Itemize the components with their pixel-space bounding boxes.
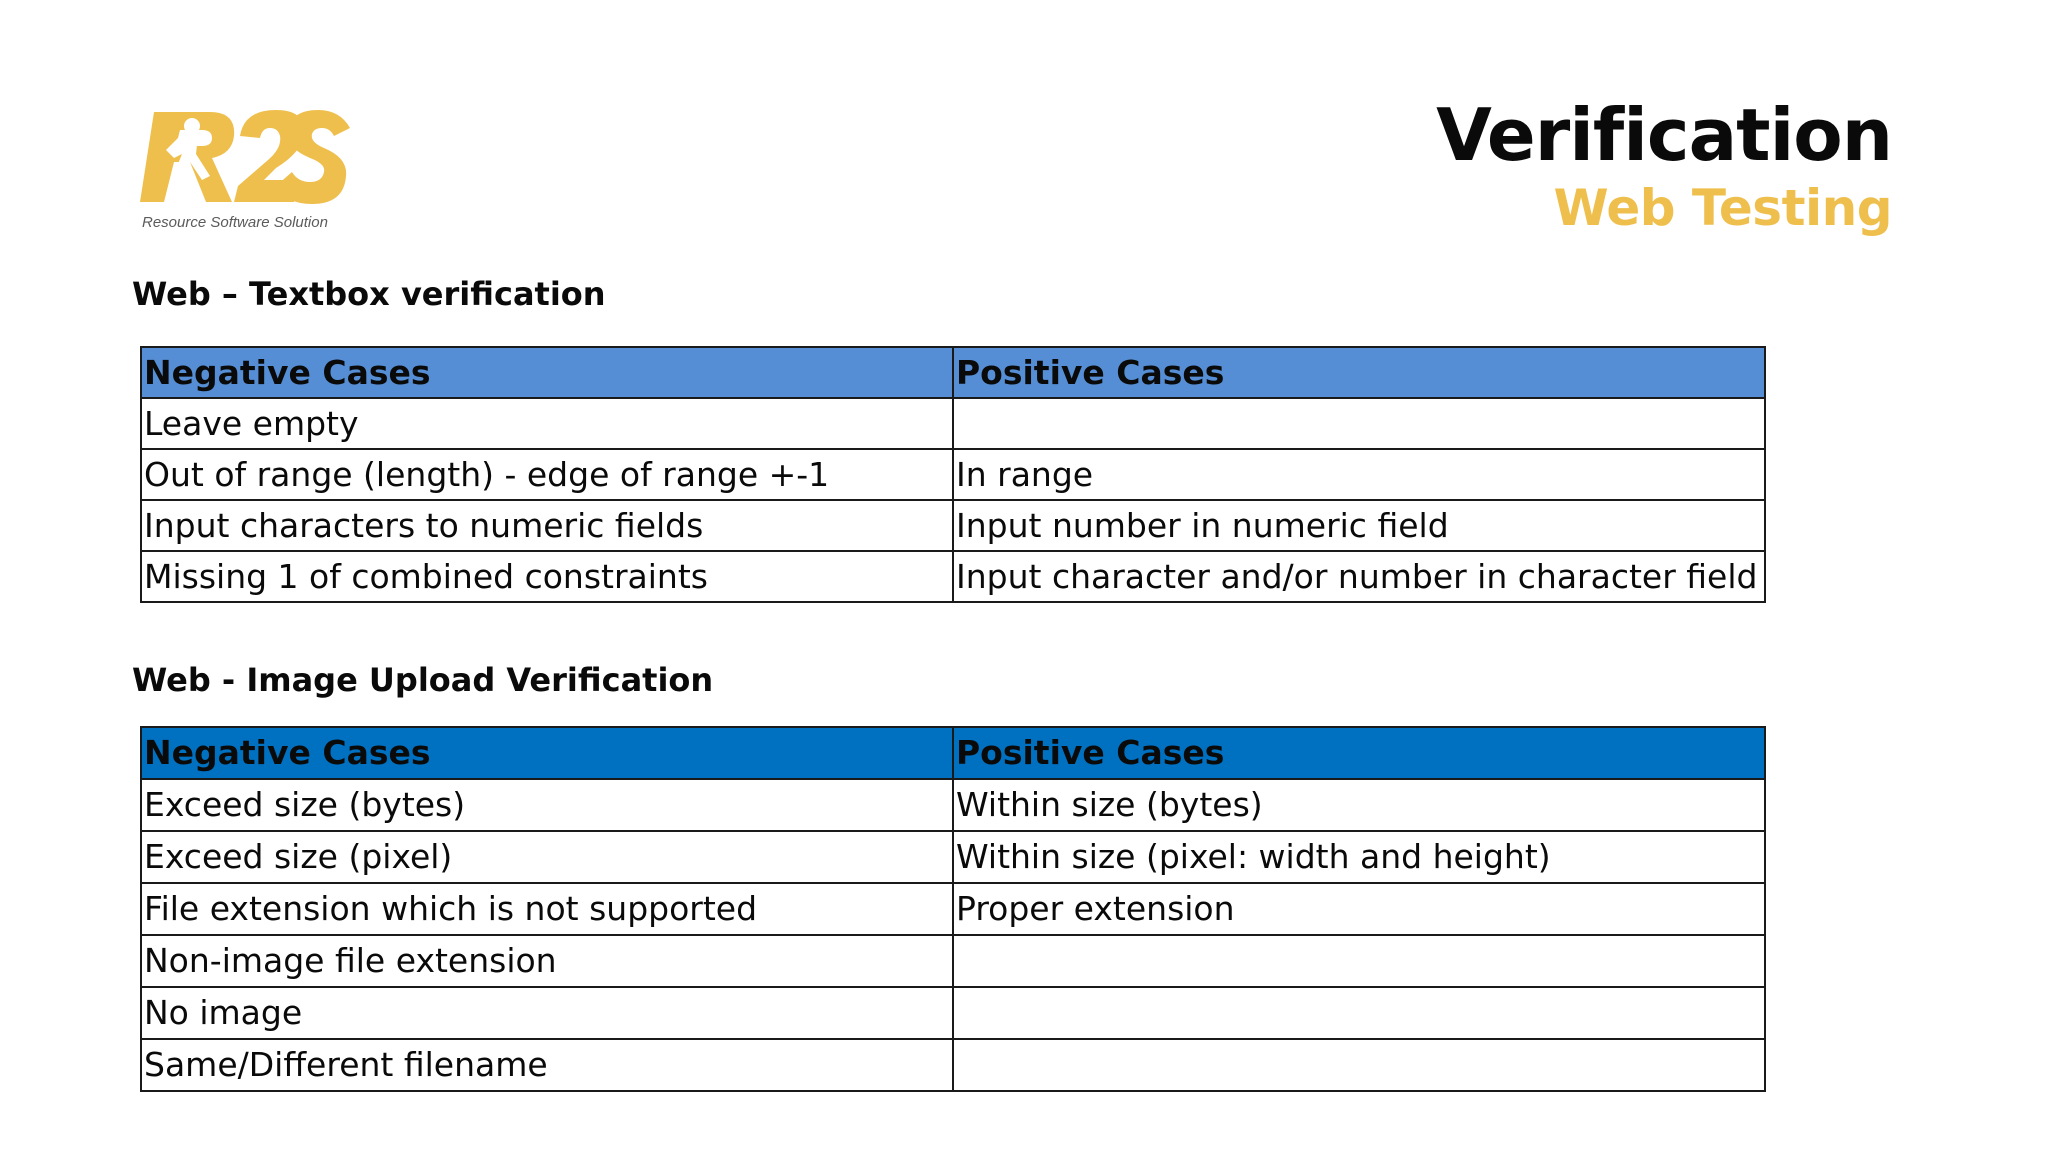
positive-case-cell <box>953 1039 1765 1091</box>
table-row <box>141 500 1765 551</box>
table-row <box>141 987 1765 1039</box>
table-header-row <box>141 727 1765 779</box>
logo-tagline: Resource Software Solution <box>142 214 328 231</box>
page-title: Verification <box>1436 93 1892 177</box>
negative-case-cell: No image <box>141 987 953 1039</box>
table-row <box>141 883 1765 935</box>
negative-case-cell: Same/Different filename <box>141 1039 953 1091</box>
positive-case-cell: In range <box>953 449 1765 500</box>
negative-case-cell: Out of range (length) - edge of range +-1 <box>141 449 953 500</box>
positive-case-cell: Within size (bytes) <box>953 779 1765 831</box>
table-row <box>141 449 1765 500</box>
negative-case-cell: Exceed size (bytes) <box>141 779 953 831</box>
positive-case-cell <box>953 935 1765 987</box>
negative-case-cell: Missing 1 of combined constraints <box>141 551 953 602</box>
positive-case-cell: Input character and/or number in character field <box>953 551 1765 602</box>
table-row <box>141 1039 1765 1091</box>
negative-case-cell: Exceed size (pixel) <box>141 831 953 883</box>
negative-case-cell: Input characters to numeric fields <box>141 500 953 551</box>
column-header-positive: Positive Cases <box>953 727 1765 779</box>
column-header-negative: Negative Cases <box>141 727 953 779</box>
positive-case-cell: Within size (pixel: width and height) <box>953 831 1765 883</box>
table-row <box>141 398 1765 449</box>
section-heading-textbox: Web – Textbox verification <box>132 275 606 313</box>
table-row <box>141 935 1765 987</box>
company-logo <box>140 106 370 238</box>
table-row <box>141 831 1765 883</box>
table-row <box>141 551 1765 602</box>
title-block <box>1436 92 1892 238</box>
negative-case-cell: File extension which is not supported <box>141 883 953 935</box>
negative-case-cell: Non-image file extension <box>141 935 953 987</box>
table-row <box>141 779 1765 831</box>
r2s-logo-icon <box>140 106 350 206</box>
textbox-verification-table <box>140 346 1766 603</box>
page-subtitle: Web Testing <box>1553 179 1892 237</box>
positive-case-cell: Input number in numeric field <box>953 500 1765 551</box>
column-header-negative: Negative Cases <box>141 347 953 398</box>
positive-case-cell <box>953 987 1765 1039</box>
negative-case-cell: Leave empty <box>141 398 953 449</box>
positive-case-cell <box>953 398 1765 449</box>
column-header-positive: Positive Cases <box>953 347 1765 398</box>
positive-case-cell: Proper extension <box>953 883 1765 935</box>
image-upload-verification-table <box>140 726 1766 1092</box>
table-header-row <box>141 347 1765 398</box>
section-heading-image-upload: Web - Image Upload Verification <box>132 661 714 699</box>
